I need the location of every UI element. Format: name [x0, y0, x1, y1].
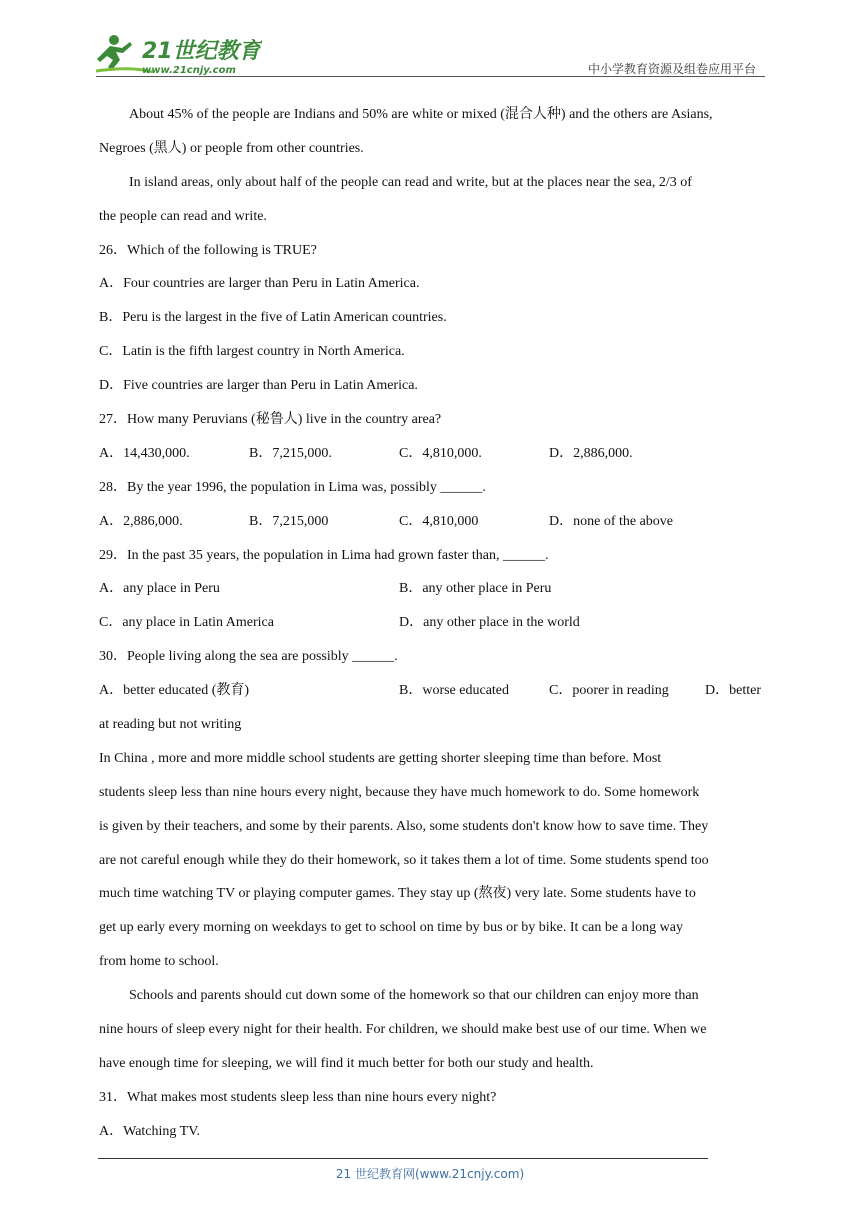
q28-options — [99, 505, 767, 539]
platform-name: 中小学教育资源及组卷应用平台 — [587, 62, 756, 76]
question-26-stem: 26．Which of the following is TRUE? — [99, 242, 317, 258]
passage-line: is given by their teachers, and some by their parents. Also, some students don't know how to save time. They — [99, 818, 709, 834]
q30-option-d-continued: at reading but not writing — [99, 717, 242, 733]
document-body — [99, 98, 767, 1149]
paragraph-line: About 45% of the people are Indians and 50% are white or mixed (混合人种) and the others are Asians, — [129, 107, 713, 122]
q27-option-c: C．4,810,000. — [399, 445, 482, 461]
q27-option-a: A．14,430,000. — [99, 445, 190, 461]
passage-line: In China , more and more middle school students are getting shorter sleeping time than before. Most — [99, 750, 662, 766]
q29-option-d: D．any other place in the world — [399, 615, 580, 631]
q26-option-d: D．Five countries are larger than Peru in Latin America. — [99, 378, 418, 394]
passage-line: much time watching TV or playing computer games. They stay up (熬夜) very late. Some students have to — [99, 886, 696, 902]
question-28-stem: 28．By the year 1996, the population in Lima was, possibly ______. — [99, 479, 486, 495]
passage-line: nine hours of sleep every night for their health. For children, we should make best use of our time. When we — [99, 1022, 707, 1038]
passage-line: are not careful enough while they do their homework, so it takes them a lot of time. Some students spend too — [99, 852, 709, 868]
q26-option-c: C．Latin is the fifth largest country in North America. — [99, 344, 405, 360]
q28-option-d: D．none of the above — [549, 513, 674, 529]
q30-option-a: A．better educated (教育) — [99, 683, 250, 699]
q29-options-row1 — [99, 572, 767, 606]
q30-option-c: C．poorer in reading — [549, 683, 669, 699]
q27-option-d: D．2,886,000. — [549, 445, 633, 461]
header-divider — [96, 76, 765, 77]
question-29-stem: 29．In the past 35 years, the population in Lima had grown faster than, ______. — [99, 547, 549, 563]
q29-options-row2 — [99, 606, 767, 640]
footer-divider — [98, 1158, 708, 1159]
logo-url: www.21cnjy.com — [142, 65, 236, 76]
q29-option-c: C．any place in Latin America — [99, 615, 274, 631]
passage-line: from home to school. — [99, 954, 219, 970]
question-30-stem: 30．People living along the sea are possibly ______. — [99, 649, 398, 665]
page-footer: 21 世纪教育网(www.21cnjy.com) — [335, 1167, 525, 1181]
q30-option-b: B．worse educated — [399, 683, 510, 699]
logo-title: 21世纪教育 — [142, 39, 261, 64]
q28-option-b: B．7,215,000 — [249, 513, 329, 529]
q27-option-b: B．7,215,000. — [249, 445, 332, 461]
paragraph-line: In island areas, only about half of the people can read and write, but at the places near the sea, 2/3 of — [129, 174, 692, 190]
passage-line: students sleep less than nine hours every night, because they have much homework to do. Some homework — [99, 784, 700, 800]
q31-option-a: A．Watching TV. — [99, 1123, 201, 1139]
question-31-stem: 31．What makes most students sleep less than nine hours every night? — [99, 1089, 497, 1105]
q29-option-a: A．any place in Peru — [99, 581, 220, 597]
question-27-stem: 27．How many Peruvians (秘鲁人) live in the country area? — [99, 412, 442, 428]
q30-options — [99, 674, 767, 708]
paragraph-line: Negroes (黑人) or people from other countries. — [99, 140, 364, 156]
passage-line: get up early every morning on weekdays to get to school on time by bus or by bike. It can be a long way — [99, 920, 683, 936]
passage-line: Schools and parents should cut down some of the homework so that our children can enjoy more than — [129, 988, 699, 1004]
q28-option-c: C．4,810,000 — [399, 513, 479, 529]
passage-line: have enough time for sleeping, we will find it much better for both our study and health. — [99, 1055, 594, 1071]
page-header — [0, 0, 860, 80]
q28-option-a: A．2,886,000. — [99, 513, 183, 529]
q26-option-b: B．Peru is the largest in the five of Latin American countries. — [99, 310, 447, 326]
q30-option-d: D．better — [705, 683, 761, 699]
q29-option-b: B．any other place in Peru — [399, 581, 552, 597]
q27-options — [99, 437, 767, 471]
q26-option-a: A．Four countries are larger than Peru in Latin America. — [99, 276, 420, 292]
site-logo — [92, 30, 262, 78]
paragraph-line: the people can read and write. — [99, 208, 267, 224]
